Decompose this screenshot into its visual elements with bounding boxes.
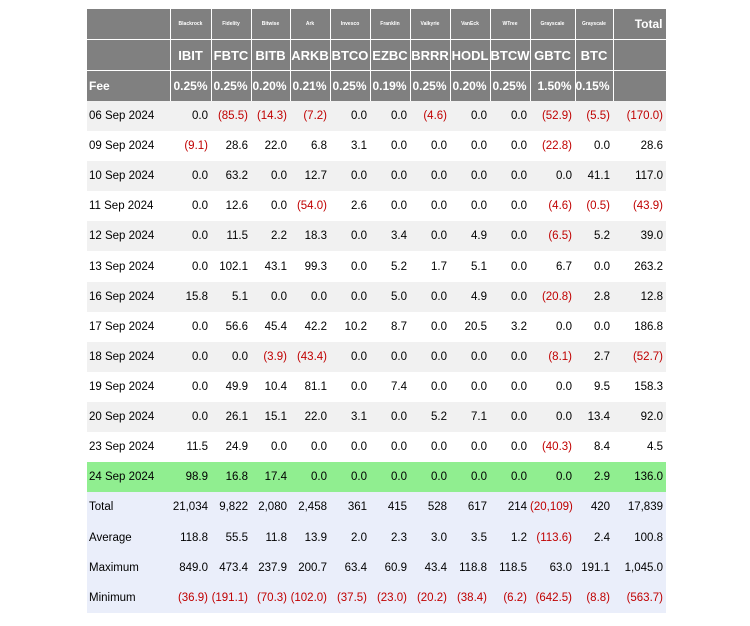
flow-value-cell: 10.4 <box>251 372 290 402</box>
issuer-label: Grayscale <box>575 9 613 40</box>
flow-value-cell: 473.4 <box>211 553 251 583</box>
table-row <box>87 131 666 161</box>
ticker-label: BITB <box>251 40 290 71</box>
flow-value-cell: (40.3) <box>530 432 575 462</box>
flow-value-cell: 21,034 <box>170 492 211 522</box>
flow-value-cell: (191.1) <box>211 583 251 613</box>
flow-value-cell: 1.2 <box>490 523 530 553</box>
flow-value-cell: 0.0 <box>490 251 530 281</box>
flow-value-cell: 118.8 <box>450 553 490 583</box>
issuer-label: Invesco <box>330 9 370 40</box>
row-date: 16 Sep 2024 <box>87 282 170 312</box>
flow-value-cell: 0.0 <box>490 462 530 492</box>
flow-value-cell: 2,080 <box>251 492 290 522</box>
row-total-cell: 263.2 <box>613 251 666 281</box>
flow-value-cell: 0.0 <box>211 342 251 372</box>
row-total-cell: 28.6 <box>613 131 666 161</box>
table-row <box>87 462 666 492</box>
summary-stats-body <box>87 492 666 613</box>
flow-value-cell: 214 <box>490 492 530 522</box>
flow-value-cell: 237.9 <box>251 553 290 583</box>
row-date: 10 Sep 2024 <box>87 161 170 191</box>
flow-value-cell: 0.0 <box>490 372 530 402</box>
issuer-label: Fidelity <box>211 9 251 40</box>
etf-flows-table <box>87 9 667 613</box>
fee-value: 0.25% <box>211 71 251 102</box>
flow-value-cell: 63.4 <box>330 553 370 583</box>
stat-label: Average <box>87 523 170 553</box>
flow-value-cell: 11.5 <box>170 432 211 462</box>
flow-value-cell: 3.0 <box>410 523 450 553</box>
flow-value-cell: 22.0 <box>290 402 330 432</box>
row-total-cell: 92.0 <box>613 402 666 432</box>
flow-value-cell: (23.0) <box>370 583 410 613</box>
table-row <box>87 191 666 221</box>
row-total-cell: 12.8 <box>613 282 666 312</box>
blank-cell <box>87 40 170 71</box>
row-date: 20 Sep 2024 <box>87 402 170 432</box>
flow-value-cell: (14.3) <box>251 101 290 131</box>
row-total-cell: 136.0 <box>613 462 666 492</box>
stats-row <box>87 583 666 613</box>
flow-value-cell: 0.0 <box>330 282 370 312</box>
flow-value-cell: 5.1 <box>211 282 251 312</box>
flow-value-cell: 0.0 <box>450 372 490 402</box>
flow-value-cell: (642.5) <box>530 583 575 613</box>
flow-value-cell: 0.0 <box>410 131 450 161</box>
flow-value-cell: 0.0 <box>490 342 530 372</box>
flow-value-cell: 0.0 <box>575 131 613 161</box>
flow-value-cell: 0.0 <box>251 432 290 462</box>
total-column-header: Total <box>613 9 666 40</box>
stats-row <box>87 492 666 522</box>
flow-value-cell: 15.1 <box>251 402 290 432</box>
flow-value-cell: (20.8) <box>530 282 575 312</box>
flow-value-cell: 3.4 <box>370 221 410 251</box>
flow-value-cell: 55.5 <box>211 523 251 553</box>
flow-value-cell: 0.0 <box>330 251 370 281</box>
flow-value-cell: 63.2 <box>211 161 251 191</box>
flow-value-cell: (6.5) <box>530 221 575 251</box>
row-date: 06 Sep 2024 <box>87 101 170 131</box>
row-date: 12 Sep 2024 <box>87 221 170 251</box>
stats-row <box>87 523 666 553</box>
flow-value-cell: 0.0 <box>290 282 330 312</box>
flow-value-cell: 43.1 <box>251 251 290 281</box>
flow-value-cell: 0.0 <box>410 432 450 462</box>
flow-value-cell: 17.4 <box>251 462 290 492</box>
issuer-header-row <box>87 9 666 40</box>
flow-value-cell: 0.0 <box>290 432 330 462</box>
flow-value-cell: 98.9 <box>170 462 211 492</box>
flow-value-cell: 3.1 <box>330 402 370 432</box>
ticker-label: BTC <box>575 40 613 71</box>
flow-value-cell: 11.8 <box>251 523 290 553</box>
row-total-cell: 100.8 <box>613 523 666 553</box>
row-date: 13 Sep 2024 <box>87 251 170 281</box>
flow-value-cell: (38.4) <box>450 583 490 613</box>
issuer-label: WTree <box>490 9 530 40</box>
table-row <box>87 161 666 191</box>
flow-value-cell: 9,822 <box>211 492 251 522</box>
flow-value-cell: 0.0 <box>330 101 370 131</box>
flow-value-cell: 0.0 <box>530 161 575 191</box>
flow-value-cell: 0.0 <box>450 432 490 462</box>
flow-value-cell: 11.5 <box>211 221 251 251</box>
flow-value-cell: 5.2 <box>370 251 410 281</box>
fee-value: 0.15% <box>575 71 613 102</box>
flow-value-cell: (113.6) <box>530 523 575 553</box>
flow-value-cell: 0.0 <box>370 161 410 191</box>
flow-value-cell: 9.5 <box>575 372 613 402</box>
flow-value-cell: 0.0 <box>490 131 530 161</box>
daily-flows-body <box>87 101 666 492</box>
ticker-label: GBTC <box>530 40 575 71</box>
flow-value-cell: 0.0 <box>490 101 530 131</box>
flow-value-cell: 16.8 <box>211 462 251 492</box>
stat-label: Minimum <box>87 583 170 613</box>
flow-value-cell: 0.0 <box>410 221 450 251</box>
flow-value-cell: (36.9) <box>170 583 211 613</box>
ticker-label: BTCW <box>490 40 530 71</box>
flow-value-cell: 0.0 <box>410 161 450 191</box>
flow-value-cell: 361 <box>330 492 370 522</box>
ticker-label: BRRR <box>410 40 450 71</box>
flow-value-cell: 0.0 <box>170 221 211 251</box>
flow-value-cell: 0.0 <box>450 101 490 131</box>
flow-value-cell: 0.0 <box>370 101 410 131</box>
flow-value-cell: (70.3) <box>251 583 290 613</box>
row-total-cell: 4.5 <box>613 432 666 462</box>
ticker-label: ARKB <box>290 40 330 71</box>
issuer-label: Valkyrie <box>410 9 450 40</box>
flow-value-cell: 12.6 <box>211 191 251 221</box>
row-total-cell: (43.9) <box>613 191 666 221</box>
flow-value-cell: 3.1 <box>330 131 370 161</box>
ticker-label: BTCO <box>330 40 370 71</box>
table-row <box>87 432 666 462</box>
flow-value-cell: 28.6 <box>211 131 251 161</box>
flow-value-cell: 118.5 <box>490 553 530 583</box>
flow-value-cell: (52.9) <box>530 101 575 131</box>
flow-value-cell: 6.7 <box>530 251 575 281</box>
fee-blank <box>613 71 666 102</box>
flow-value-cell: 1.7 <box>410 251 450 281</box>
flow-value-cell: 99.3 <box>290 251 330 281</box>
flow-value-cell: 63.0 <box>530 553 575 583</box>
flow-value-cell: 0.0 <box>370 191 410 221</box>
flow-value-cell: 0.0 <box>410 462 450 492</box>
flow-value-cell: 2.7 <box>575 342 613 372</box>
flow-value-cell: 2.2 <box>251 221 290 251</box>
flow-value-cell: 200.7 <box>290 553 330 583</box>
row-date: 18 Sep 2024 <box>87 342 170 372</box>
flow-value-cell: 0.0 <box>330 432 370 462</box>
flow-value-cell: 0.0 <box>490 402 530 432</box>
flow-value-cell: 0.0 <box>410 191 450 221</box>
row-date: 24 Sep 2024 <box>87 462 170 492</box>
flow-value-cell: (4.6) <box>530 191 575 221</box>
flow-value-cell: 60.9 <box>370 553 410 583</box>
flow-value-cell: 0.0 <box>575 251 613 281</box>
flow-value-cell: 2.8 <box>575 282 613 312</box>
flow-value-cell: 56.6 <box>211 312 251 342</box>
flow-value-cell: (3.9) <box>251 342 290 372</box>
flow-value-cell: 0.0 <box>410 372 450 402</box>
flow-value-cell: 4.9 <box>450 221 490 251</box>
flow-value-cell: 22.0 <box>251 131 290 161</box>
flow-value-cell: 8.7 <box>370 312 410 342</box>
flow-value-cell: 0.0 <box>450 191 490 221</box>
fee-value: 0.19% <box>370 71 410 102</box>
fee-value: 0.20% <box>450 71 490 102</box>
flow-value-cell: 0.0 <box>170 161 211 191</box>
flow-value-cell: 8.4 <box>575 432 613 462</box>
flow-value-cell: 0.0 <box>370 342 410 372</box>
flow-value-cell: 15.8 <box>170 282 211 312</box>
fee-value: 0.25% <box>490 71 530 102</box>
row-total-cell: 39.0 <box>613 221 666 251</box>
table-row <box>87 402 666 432</box>
flow-value-cell: 415 <box>370 492 410 522</box>
flow-value-cell: 45.4 <box>251 312 290 342</box>
flow-value-cell: 81.1 <box>290 372 330 402</box>
flow-value-cell: 0.0 <box>290 462 330 492</box>
flow-value-cell: 26.1 <box>211 402 251 432</box>
flow-value-cell: (8.8) <box>575 583 613 613</box>
stats-row <box>87 553 666 583</box>
flow-value-cell: (6.2) <box>490 583 530 613</box>
table-row <box>87 251 666 281</box>
flow-value-cell: 0.0 <box>490 432 530 462</box>
flow-value-cell: 4.9 <box>450 282 490 312</box>
flow-value-cell: 0.0 <box>370 432 410 462</box>
flow-value-cell: 0.0 <box>170 402 211 432</box>
blank-cell <box>613 40 666 71</box>
flow-value-cell: 0.0 <box>170 312 211 342</box>
flow-value-cell: 0.0 <box>251 191 290 221</box>
flow-value-cell: 0.0 <box>370 462 410 492</box>
flow-value-cell: 0.0 <box>450 131 490 161</box>
table-row <box>87 312 666 342</box>
flow-value-cell: 41.1 <box>575 161 613 191</box>
flow-value-cell: (0.5) <box>575 191 613 221</box>
row-total-cell: (563.7) <box>613 583 666 613</box>
flow-value-cell: 0.0 <box>490 161 530 191</box>
row-date: 19 Sep 2024 <box>87 372 170 402</box>
table-row <box>87 372 666 402</box>
ticker-label: HODL <box>450 40 490 71</box>
table-row <box>87 282 666 312</box>
row-total-cell: (52.7) <box>613 342 666 372</box>
ticker-header-row <box>87 40 666 71</box>
flow-value-cell: (5.5) <box>575 101 613 131</box>
issuer-label: Franklin <box>370 9 410 40</box>
flow-value-cell: (43.4) <box>290 342 330 372</box>
flow-value-cell: 0.0 <box>330 462 370 492</box>
fee-value: 0.25% <box>410 71 450 102</box>
fee-row <box>87 71 666 102</box>
flow-value-cell: 7.1 <box>450 402 490 432</box>
row-total-cell: 158.3 <box>613 372 666 402</box>
flow-value-cell: 2,458 <box>290 492 330 522</box>
flow-value-cell: (37.5) <box>330 583 370 613</box>
flow-value-cell: 0.0 <box>490 191 530 221</box>
flow-value-cell: 0.0 <box>170 251 211 281</box>
issuer-label: Blackrock <box>170 9 211 40</box>
flow-value-cell: 0.0 <box>170 191 211 221</box>
flow-value-cell: 617 <box>450 492 490 522</box>
flow-value-cell: 0.0 <box>170 101 211 131</box>
row-total-cell: 17,839 <box>613 492 666 522</box>
row-date: 11 Sep 2024 <box>87 191 170 221</box>
flow-value-cell: 24.9 <box>211 432 251 462</box>
flow-value-cell: (102.0) <box>290 583 330 613</box>
flow-value-cell: 5.2 <box>410 402 450 432</box>
flow-value-cell: 0.0 <box>490 221 530 251</box>
table-row <box>87 342 666 372</box>
issuer-label: Ark <box>290 9 330 40</box>
table-row <box>87 221 666 251</box>
flow-value-cell: 0.0 <box>410 282 450 312</box>
flow-value-cell: (85.5) <box>211 101 251 131</box>
flow-value-cell: 0.0 <box>450 342 490 372</box>
flow-value-cell: (20.2) <box>410 583 450 613</box>
flow-value-cell: 0.0 <box>575 312 613 342</box>
fee-value: 0.20% <box>251 71 290 102</box>
flow-value-cell: 0.0 <box>530 372 575 402</box>
row-total-cell: 1,045.0 <box>613 553 666 583</box>
row-date: 09 Sep 2024 <box>87 131 170 161</box>
flow-value-cell: (7.2) <box>290 101 330 131</box>
ticker-label: EZBC <box>370 40 410 71</box>
flow-value-cell: 5.0 <box>370 282 410 312</box>
row-date: 23 Sep 2024 <box>87 432 170 462</box>
flow-value-cell: 528 <box>410 492 450 522</box>
flow-value-cell: 6.8 <box>290 131 330 161</box>
flow-value-cell: 849.0 <box>170 553 211 583</box>
flow-value-cell: 12.7 <box>290 161 330 191</box>
ticker-label: FBTC <box>211 40 251 71</box>
flow-value-cell: 0.0 <box>330 372 370 402</box>
flow-value-cell: 2.0 <box>330 523 370 553</box>
flow-value-cell: (22.8) <box>530 131 575 161</box>
flow-value-cell: 10.2 <box>330 312 370 342</box>
fee-value: 0.25% <box>330 71 370 102</box>
flow-value-cell: 0.0 <box>251 282 290 312</box>
stat-label: Maximum <box>87 553 170 583</box>
flow-value-cell: 191.1 <box>575 553 613 583</box>
issuer-label: Bitwise <box>251 9 290 40</box>
flow-value-cell: 420 <box>575 492 613 522</box>
flow-value-cell: 0.0 <box>330 342 370 372</box>
table-row <box>87 101 666 131</box>
row-total-cell: (170.0) <box>613 101 666 131</box>
flow-value-cell: 2.3 <box>370 523 410 553</box>
ticker-label: IBIT <box>170 40 211 71</box>
flow-value-cell: 102.1 <box>211 251 251 281</box>
flow-value-cell: (9.1) <box>170 131 211 161</box>
flow-value-cell: 42.2 <box>290 312 330 342</box>
flow-value-cell: 5.2 <box>575 221 613 251</box>
flow-value-cell: 0.0 <box>410 312 450 342</box>
flow-value-cell: 13.4 <box>575 402 613 432</box>
flow-value-cell: 0.0 <box>410 342 450 372</box>
flow-value-cell: 3.2 <box>490 312 530 342</box>
flow-value-cell: 18.3 <box>290 221 330 251</box>
flow-value-cell: 0.0 <box>370 402 410 432</box>
row-total-cell: 186.8 <box>613 312 666 342</box>
issuer-label: VanEck <box>450 9 490 40</box>
flow-value-cell: 0.0 <box>450 161 490 191</box>
flow-value-cell: (54.0) <box>290 191 330 221</box>
row-total-cell: 117.0 <box>613 161 666 191</box>
flow-value-cell: 0.0 <box>490 282 530 312</box>
flow-value-cell: 0.0 <box>450 462 490 492</box>
flow-value-cell: 2.4 <box>575 523 613 553</box>
corner-cell <box>87 9 170 40</box>
issuer-label: Grayscale <box>530 9 575 40</box>
flow-value-cell: (4.6) <box>410 101 450 131</box>
flow-value-cell: 0.0 <box>530 462 575 492</box>
flow-value-cell: 0.0 <box>170 372 211 402</box>
flow-value-cell: 0.0 <box>370 131 410 161</box>
flow-value-cell: 0.0 <box>330 161 370 191</box>
fee-value: 1.50% <box>530 71 575 102</box>
flow-value-cell: 0.0 <box>251 161 290 191</box>
flow-value-cell: 0.0 <box>530 402 575 432</box>
flow-value-cell: 5.1 <box>450 251 490 281</box>
flow-value-cell: 0.0 <box>530 312 575 342</box>
row-date: 17 Sep 2024 <box>87 312 170 342</box>
fee-value: 0.25% <box>170 71 211 102</box>
flow-value-cell: 3.5 <box>450 523 490 553</box>
flow-value-cell: 43.4 <box>410 553 450 583</box>
flow-value-cell: 0.0 <box>170 342 211 372</box>
flow-value-cell: 20.5 <box>450 312 490 342</box>
flow-value-cell: 13.9 <box>290 523 330 553</box>
stat-label: Total <box>87 492 170 522</box>
flow-value-cell: 7.4 <box>370 372 410 402</box>
flow-value-cell: 49.9 <box>211 372 251 402</box>
fee-value: 0.21% <box>290 71 330 102</box>
flow-value-cell: 2.9 <box>575 462 613 492</box>
fee-label: Fee <box>87 71 170 102</box>
flow-value-cell: 0.0 <box>330 221 370 251</box>
flow-value-cell: 118.8 <box>170 523 211 553</box>
flow-value-cell: 2.6 <box>330 191 370 221</box>
flow-value-cell: (8.1) <box>530 342 575 372</box>
flow-value-cell: (20,109) <box>530 492 575 522</box>
